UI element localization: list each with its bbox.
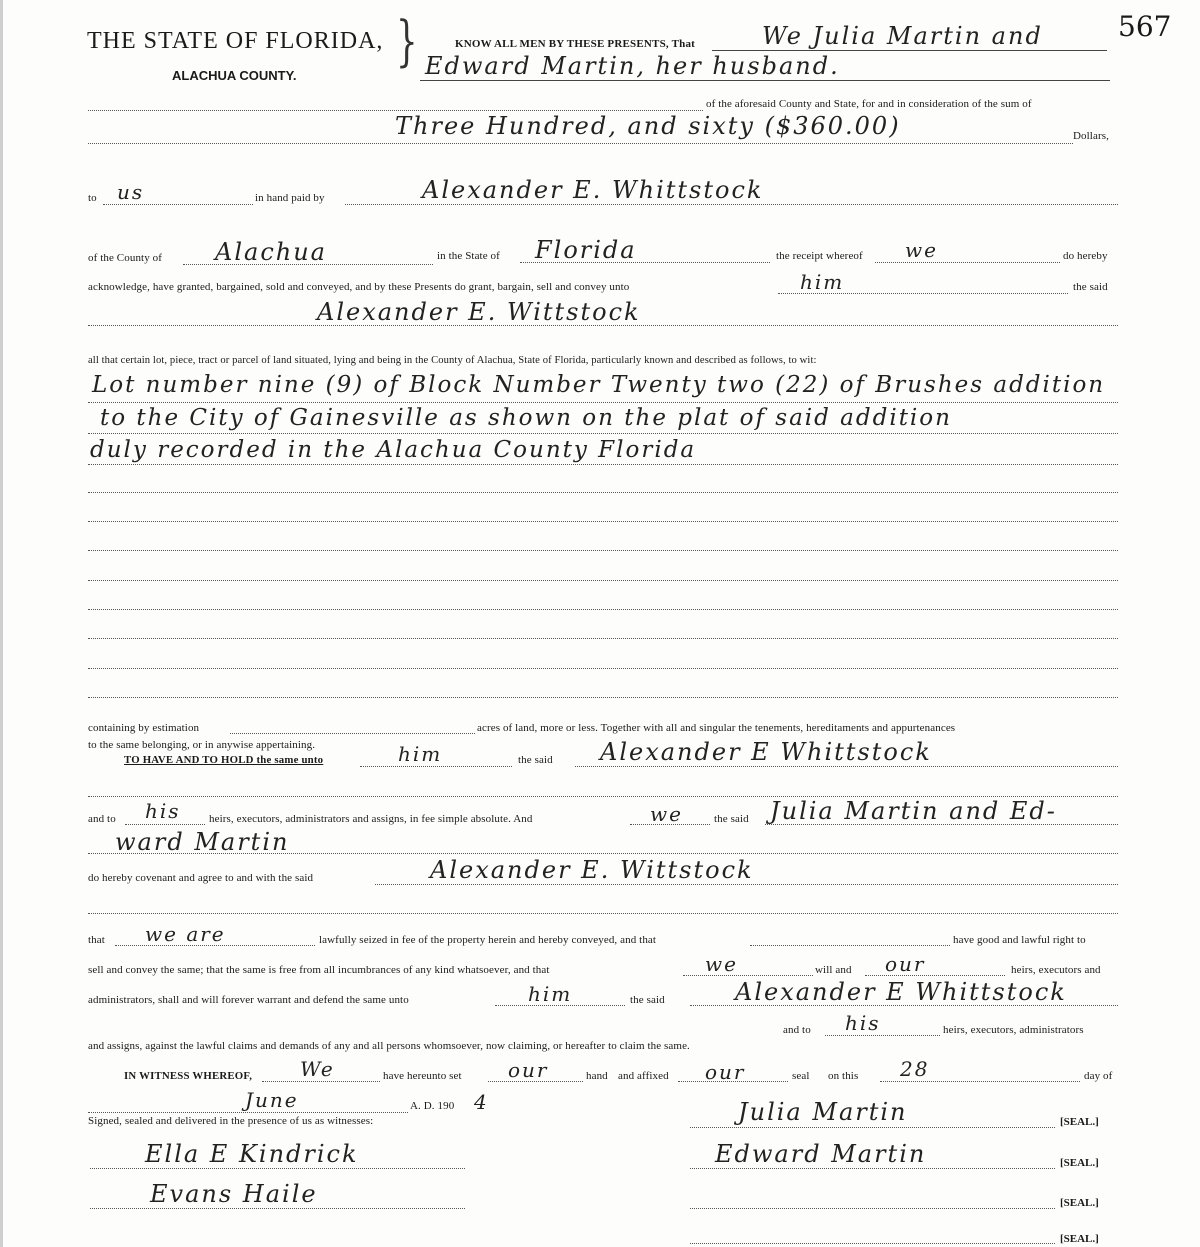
- state-value: Florida: [535, 236, 637, 264]
- admin-value: him: [528, 982, 573, 1006]
- description-line-3: duly recorded in the Alachua County Florida: [90, 437, 697, 463]
- rule: [88, 580, 1118, 581]
- that-value: we are: [145, 922, 226, 946]
- to-label: to: [88, 192, 97, 204]
- day-value: 28: [900, 1057, 930, 1081]
- grantors-line-1: We Julia Martin and: [762, 22, 1043, 50]
- the-said-2: the said: [714, 813, 749, 825]
- rule: [488, 1081, 583, 1082]
- description-intro: all that certain lot, piece, tract or parcel of land situated, lying and being in the County of Alachua, State of Florida, particularly known and described as follows, to wit:: [88, 355, 817, 366]
- rule: [875, 262, 1060, 263]
- grantee-name: Alexander E. Wittstock: [317, 298, 641, 326]
- rule: [630, 824, 710, 825]
- habendum-the-said: the said: [518, 754, 553, 766]
- day-of: day of: [1084, 1070, 1113, 1082]
- sell-text: sell and convey the same; that the same is free from all incumbrances of any kind whatsoever, and that: [88, 964, 550, 976]
- month-value: June: [245, 1088, 299, 1112]
- grantor-names-1: Julia Martin and Ed-: [770, 797, 1057, 825]
- heirs-admin: heirs, executors, administrators: [943, 1024, 1084, 1036]
- rule: [88, 402, 1118, 403]
- seal-label-3: [SEAL.]: [1060, 1197, 1099, 1209]
- rule: [375, 884, 1118, 885]
- rule: [103, 204, 253, 205]
- hand-text: hand: [586, 1070, 608, 1082]
- acreage-rest: acres of land, more or less. Together with all and singular the tenements, hereditaments and appurtenances: [477, 722, 956, 734]
- covenant-name: Alexander E. Wittstock: [430, 856, 754, 884]
- his-value-2: his: [845, 1011, 881, 1035]
- county-value: Alachua: [215, 238, 327, 266]
- receipt-value: we: [905, 238, 938, 262]
- rule: [712, 50, 1107, 51]
- unto-value: him: [800, 270, 845, 294]
- assigns-text: and assigns, against the lawful claims and demands of any and all persons whomsoever, now claiming, or hereafter to claim the same.: [88, 1040, 690, 1052]
- page-number: 567: [1118, 10, 1172, 43]
- covenant-label: do hereby covenant and agree to and with the said: [88, 872, 314, 884]
- rule: [865, 975, 1005, 976]
- admin-name: Alexander E Whittstock: [735, 978, 1067, 1006]
- seal-label-1: [SEAL.]: [1060, 1116, 1099, 1128]
- and-value: we: [650, 802, 683, 826]
- habendum-unto: him: [398, 742, 443, 766]
- rule: [420, 80, 1110, 81]
- habendum-name: Alexander E Whittstock: [600, 738, 932, 766]
- will-and: will and: [815, 964, 852, 976]
- rule: [778, 293, 1068, 294]
- rule: [88, 638, 1118, 639]
- ad-label: A. D. 190: [410, 1100, 455, 1112]
- scan-edge: [0, 0, 3, 1247]
- do-hereby: do hereby: [1063, 250, 1108, 262]
- set-text: have hereunto set: [383, 1070, 462, 1082]
- rule: [678, 1081, 788, 1082]
- year-digit: 4: [474, 1090, 489, 1114]
- witness-we: We: [300, 1057, 335, 1081]
- grantor-names-2: ward Martin: [115, 828, 290, 856]
- witness-signature-2: Evans Haile: [150, 1180, 318, 1208]
- admin-text: administrators, shall and will forever warrant and defend the same unto: [88, 994, 409, 1006]
- rule: [88, 464, 1118, 465]
- heirs-text: heirs, executors, administrators and assigns, in fee simple absolute. And: [209, 813, 533, 825]
- the-said-label: the said: [1073, 281, 1108, 293]
- on-this: on this: [828, 1070, 859, 1082]
- rule: [690, 1168, 1055, 1169]
- consideration-intro: of the aforesaid County and State, for and in consideration of the sum of: [706, 98, 1032, 110]
- grantor-signature-1: Julia Martin: [738, 1098, 908, 1126]
- conveyance-text: acknowledge, have granted, bargained, sold and conveyed, and by these Presents do grant, bargain, sell and convey unto: [88, 281, 630, 293]
- seal-label-4: [SEAL.]: [1060, 1233, 1099, 1245]
- rule: [495, 1005, 625, 1006]
- paid-by-value: Alexander E. Whittstock: [422, 176, 764, 204]
- receipt-label: the receipt whereof: [776, 250, 863, 262]
- dollars-label: Dollars,: [1073, 130, 1109, 142]
- grantor-signature-2: Edward Martin: [715, 1140, 927, 1168]
- his-value: his: [145, 799, 181, 823]
- rule: [88, 492, 1118, 493]
- brace-icon: }: [396, 10, 418, 74]
- acreage-line-2: to the same belonging, or in anywise appertaining.: [88, 739, 316, 751]
- rule: [88, 1112, 408, 1113]
- and-to-2: and to: [783, 1024, 811, 1036]
- rule: [88, 433, 1118, 434]
- sell-value: we: [705, 952, 738, 976]
- state-label: in the State of: [437, 250, 500, 262]
- rule: [520, 262, 770, 263]
- rule: [360, 766, 512, 767]
- rule: [690, 1005, 1118, 1006]
- rule: [690, 1127, 1055, 1128]
- rule: [90, 1208, 465, 1209]
- description-line-1: Lot number nine (9) of Block Number Twenty two (22) of Brushes addition: [92, 372, 1106, 398]
- rule: [825, 1035, 940, 1036]
- and-to-label: and to: [88, 813, 116, 825]
- consideration-amount: Three Hundred, and sixty ($360.00): [395, 112, 901, 140]
- witness-label: IN WITNESS WHEREOF,: [124, 1070, 253, 1082]
- rule: [90, 1168, 465, 1169]
- rule: [88, 913, 1118, 914]
- rule: [88, 609, 1118, 610]
- rule: [690, 1208, 1055, 1209]
- description-line-2: to the City of Gainesville as shown on the plat of said addition: [100, 405, 952, 431]
- county-label: of the County of: [88, 252, 163, 264]
- rule: [88, 325, 1118, 326]
- seal-value: our: [705, 1060, 746, 1084]
- signed-text: Signed, sealed and delivered in the presence of us as witnesses:: [88, 1115, 374, 1127]
- rule: [88, 110, 703, 111]
- rule: [88, 668, 1118, 669]
- habendum-label: TO HAVE AND TO HOLD the same unto: [124, 754, 324, 766]
- seal-text: seal: [792, 1070, 810, 1082]
- rule: [125, 824, 205, 825]
- hand-value: our: [508, 1058, 549, 1082]
- witness-signature-1: Ella E Kindrick: [145, 1140, 359, 1168]
- grantors-line-2: Edward Martin, her husband.: [425, 52, 840, 80]
- rule: [683, 975, 813, 976]
- rule: [88, 521, 1118, 522]
- rule: [750, 945, 950, 946]
- rule: [88, 853, 1118, 854]
- rule: [765, 824, 1118, 825]
- acreage-label: containing by estimation: [88, 722, 200, 734]
- heirs-exec: heirs, executors and: [1011, 964, 1101, 976]
- state-title: THE STATE OF FLORIDA,: [87, 28, 384, 54]
- rule: [115, 945, 315, 946]
- seal-label-2: [SEAL.]: [1060, 1157, 1099, 1169]
- to-value: us: [117, 180, 145, 204]
- and-affixed: and affixed: [618, 1070, 669, 1082]
- rule: [88, 697, 1118, 698]
- rule: [690, 1243, 1055, 1244]
- county-heading: ALACHUA COUNTY.: [172, 68, 297, 83]
- admin-the-said: the said: [630, 994, 665, 1006]
- seized-text: lawfully seized in fee of the property herein and hereby conveyed, and that: [319, 934, 657, 946]
- rule: [183, 264, 433, 265]
- that-label: that: [88, 934, 105, 946]
- rule: [88, 143, 1073, 144]
- our-value: our: [885, 952, 926, 976]
- good-right: have good and lawful right to: [953, 934, 1086, 946]
- paid-by-label: in hand paid by: [255, 192, 325, 204]
- rule: [880, 1081, 1080, 1082]
- rule: [88, 550, 1118, 551]
- know-all-men: KNOW ALL MEN BY THESE PRESENTS, That: [455, 38, 696, 50]
- rule: [230, 733, 475, 734]
- rule: [345, 204, 1118, 205]
- rule: [575, 766, 1118, 767]
- rule: [262, 1081, 380, 1082]
